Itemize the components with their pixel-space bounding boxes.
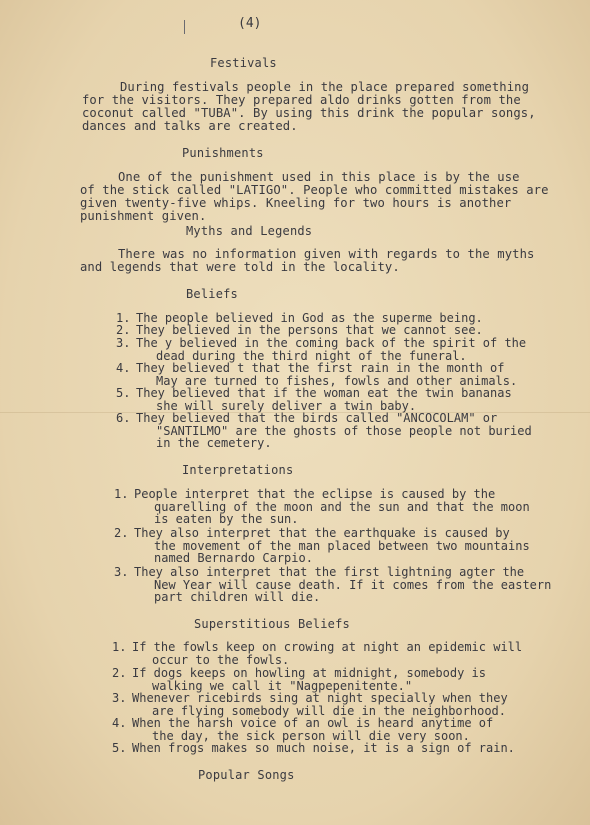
list-text: is eaten by the sun. (154, 512, 299, 526)
list-text: the day, the sick person will die very soon. (152, 728, 470, 743)
list-text: dead during the third night of the funeral. (156, 348, 467, 363)
list-text: They believed that the birds called "ANCOCOLAM" or (136, 411, 498, 425)
punishments-line: One of the punishment used in this place is by the use (118, 170, 520, 184)
heading-interpretations: Interpretations (182, 463, 294, 477)
list-number: 2. (114, 526, 129, 540)
list-text: If the fowls keep on crowing at night an epidemic will (132, 640, 523, 654)
superstition-item-3 (112, 691, 508, 718)
list-text: quarelling of the moon and the sun and that the moon (154, 499, 530, 514)
myths-line: and legends that were told in the locality. (80, 260, 400, 274)
list-number: 5. (116, 386, 131, 400)
superstition-item-1 (112, 640, 523, 667)
heading-superstitious-beliefs: Superstitious Beliefs (194, 617, 350, 631)
heading-festivals: Festivals (210, 56, 277, 70)
list-text: New Year will cause death. If it comes from the eastern (154, 577, 552, 592)
list-text: May are turned to fishes, fowls and other animals. (156, 373, 518, 388)
list-text: the movement of the man placed between two mountains (154, 538, 530, 553)
interpretation-item-2 (114, 526, 530, 565)
list-text: occur to the fowls. (152, 652, 290, 667)
superstition-item-5 (112, 741, 515, 755)
list-number: 1. (112, 640, 127, 654)
list-number: 4. (112, 716, 127, 730)
list-text: she will surely deliver a twin baby. (156, 398, 417, 413)
list-number: 5. (112, 741, 127, 755)
list-number: 4. (116, 361, 131, 375)
list-text: are flying somebody will die in the neighborhood. (152, 703, 507, 718)
superstition-item-4 (112, 716, 494, 743)
list-text: part children will die. (154, 590, 321, 604)
list-number: 1. (114, 487, 129, 501)
list-text: "SANTILMO" are the ghosts of those people not buried (156, 423, 532, 438)
punishments-line: punishment given. (80, 209, 207, 223)
heading-popular-songs: Popular Songs (198, 768, 295, 782)
list-text: They also interpret that the first lightning agter the (134, 565, 525, 579)
festivals-line: During festivals people in the place prepared something (120, 80, 530, 94)
punishments-line: given twenty-five whips. Kneeling for two hours is another (80, 196, 512, 210)
page-number: (4) (238, 16, 262, 31)
list-text: They also interpret that the earthquake is caused by (134, 526, 510, 540)
festivals-line: coconut called "TUBA". By using this drink the popular songs, (82, 106, 536, 120)
list-text: The people believed in God as the superme being. (136, 311, 483, 325)
list-text: They believed that if the woman eat the twin bananas (136, 386, 512, 400)
superstition-item-2 (112, 666, 487, 693)
belief-item-2 (116, 323, 483, 337)
list-number: 6. (116, 411, 131, 425)
interpretation-item-3 (114, 565, 552, 604)
list-text: When the harsh voice of an owl is heard anytime of (132, 716, 494, 730)
list-text: named Bernardo Carpio. (154, 551, 313, 565)
list-number: 3. (114, 565, 129, 579)
list-number: 2. (116, 323, 131, 337)
belief-item-5 (116, 386, 512, 413)
festivals-line: for the visitors. They prepared aldo drinks gotten from the (82, 93, 521, 107)
margin-mark (184, 20, 185, 34)
heading-myths-legends: Myths and Legends (186, 224, 313, 238)
list-number: 3. (116, 336, 131, 350)
list-number: 2. (112, 666, 127, 680)
interpretation-item-1 (114, 487, 530, 526)
list-text: They believed in the persons that we cannot see. (136, 323, 483, 337)
festivals-line: dances and talks are created. (82, 119, 298, 133)
belief-item-6 (116, 411, 532, 450)
belief-item-3 (116, 336, 527, 363)
myths-line: There was no information given with regards to the myths (118, 247, 535, 261)
list-text: Whenever ricebirds sing at night specially when they (132, 691, 508, 705)
list-text: walking we call it "Nagpepenitente." (152, 678, 413, 693)
list-text: If dogs keeps on howling at midnight, somebody is (132, 666, 487, 680)
list-text: The y believed in the coming back of the spirit of the (136, 336, 527, 350)
punishments-line: of the stick called "LATIGO". People who committed mistakes are (80, 183, 549, 197)
list-number: 3. (112, 691, 127, 705)
list-text: in the cemetery. (156, 436, 272, 450)
list-text: When frogs makes so much noise, it is a sign of rain. (132, 741, 515, 755)
list-number: 1. (116, 311, 131, 325)
heading-punishments: Punishments (182, 146, 264, 160)
list-text: People interpret that the eclipse is caused by the (134, 487, 496, 501)
list-text: They believed t that the first rain in the month of (136, 361, 505, 375)
heading-beliefs: Beliefs (186, 287, 238, 301)
belief-item-4 (116, 361, 518, 388)
